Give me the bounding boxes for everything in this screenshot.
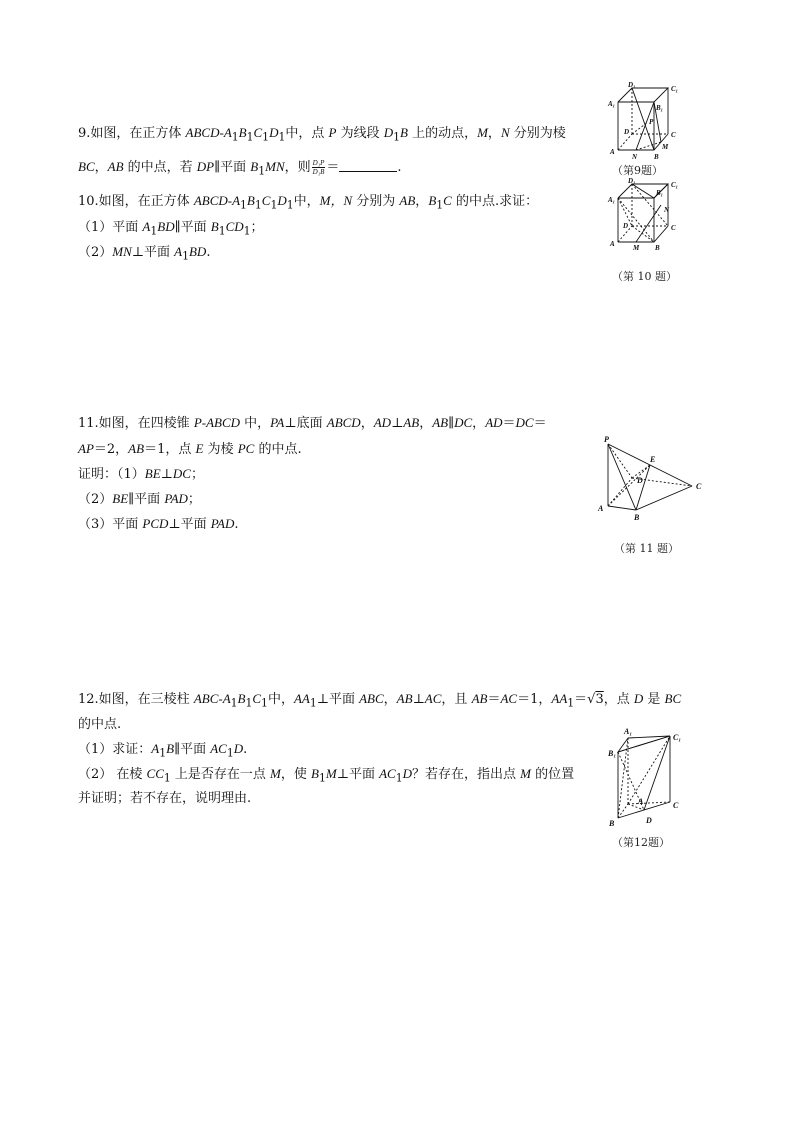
figure-10-caption: （第 10 题）	[612, 270, 677, 283]
fig10-label-a1: A₁	[608, 196, 616, 204]
fig9-label-b1: B₁	[656, 104, 664, 112]
fig11-label-b: B	[634, 513, 640, 522]
fig9-label-p: P	[649, 118, 654, 126]
fig12-label-a1: A₁	[624, 727, 633, 736]
fig12-label-b: B	[609, 819, 615, 828]
fig9-label-d1: D₁	[628, 82, 636, 89]
figure-9-caption: （第9题）	[612, 164, 663, 177]
q9-line-2: BC，AB 的中点，若 DP∥平面 $B_1MN$，则 $\frac{\text{D₁P}}{\text{D₁B}}$ ＝ .	[78, 159, 402, 178]
q11-item-2: （2）BE∥平面 PAD；	[78, 491, 201, 507]
fig9-label-d: D	[624, 128, 630, 136]
fig11-label-a: A	[598, 504, 604, 513]
q12-item-3: 并证明；若不存在，说明理由.	[78, 791, 252, 806]
q9-line-1: 9.如图，在正方体 ABCD-$A_1B_1C_1D_1$中，点 P 为线段 $D_1B$ 上的动点，M，N 分别为棱	[78, 125, 566, 144]
fig10-label-c: C	[671, 224, 676, 232]
fig10-label-n: N	[664, 206, 670, 214]
q11-item-3: （3）平面 PCD⊥平面 PAD.	[78, 516, 239, 532]
fig12-label-b1: B₁	[608, 749, 617, 758]
fig10-label-m: M	[633, 244, 640, 252]
fig9-label-a1: A₁	[608, 100, 616, 108]
fig12-label-a: A	[638, 797, 644, 806]
fig11-label-c: C	[696, 482, 702, 491]
fig12-label-d: D	[646, 816, 652, 825]
fig12-label-c1: C₁	[673, 733, 682, 742]
fig11-label-p: P	[604, 435, 609, 444]
fig9-label-b: B	[654, 153, 659, 160]
q11-line-1: 11.如图，在四棱锥 P-ABCD 中，PA⊥底面 ABCD，AD⊥AB，AB∥DC，AD＝DC＝	[78, 415, 547, 431]
sqrt-symbol: √3	[587, 692, 604, 707]
figure-11-caption: （第 11 题）	[614, 542, 679, 555]
fig9-label-m: M	[662, 143, 669, 151]
fig9-label-a: A	[610, 148, 615, 156]
fig10-label-a: A	[610, 240, 615, 248]
q12-line-1: 12.如图，在三棱柱 ABC-$A_1B_1C_1$中，$AA_1\perp$平面 ABC，AB⊥AC，且 AB＝AC＝1，$AA_1=√3$，点 D 是 BC	[78, 691, 682, 710]
fig11-label-e: E	[650, 455, 656, 464]
q10-item-1: （1）平面 $A_1BD\parallel$平面 $B_1CD_1$；	[78, 219, 264, 238]
fig11-label-d: D	[637, 476, 643, 485]
fig9-label-c1: C₁	[671, 85, 679, 93]
figure-10-cube	[604, 178, 684, 256]
q12-line-2: 的中点.	[78, 717, 122, 732]
q12-item-2: （2） 在棱 $CC_1$ 上是否存在一点 M，使 $B_1M\perp$平面 $AC_1D$？若存在，指出点 M 的位置	[78, 766, 575, 785]
q10-line-1: 10.如图，在正方体 ABCD-$A_1B_1C_1D_1$中，M，N 分别为 AB，$B_1C$ 的中点.求证：	[78, 193, 539, 212]
q11-line-2: AP＝2，AB＝1，点 E 为棱 PC 的中点.	[78, 441, 302, 457]
figure-12-prism	[606, 722, 690, 832]
fig10-label-d1: D₁	[628, 178, 636, 185]
fig9-label-n: N	[632, 153, 638, 160]
figure-12-caption: （第12题）	[612, 836, 670, 849]
fig12-label-c: C	[673, 801, 679, 810]
fig10-label-b1: B₁	[656, 189, 664, 197]
ratio-fraction: $\frac{\text{D₁P}}{\text{D₁B}}$	[312, 159, 325, 176]
figure-11-pyramid	[596, 432, 716, 522]
q11-item-1: 证明：（1）BE⊥DC；	[78, 466, 204, 482]
fig10-label-d: D	[623, 222, 629, 230]
answer-blank[interactable]	[339, 159, 397, 172]
q12-item-1: （1）求证：$A_1B\parallel$平面 $AC_1D$.	[78, 741, 248, 760]
q10-item-2: （2）MN⊥平面 $A_1BD$.	[78, 244, 211, 263]
fig9-label-c: C	[671, 131, 676, 139]
fig10-label-b: B	[655, 244, 660, 252]
fig10-label-c1: C₁	[671, 181, 679, 189]
figure-9-cube	[604, 82, 684, 160]
